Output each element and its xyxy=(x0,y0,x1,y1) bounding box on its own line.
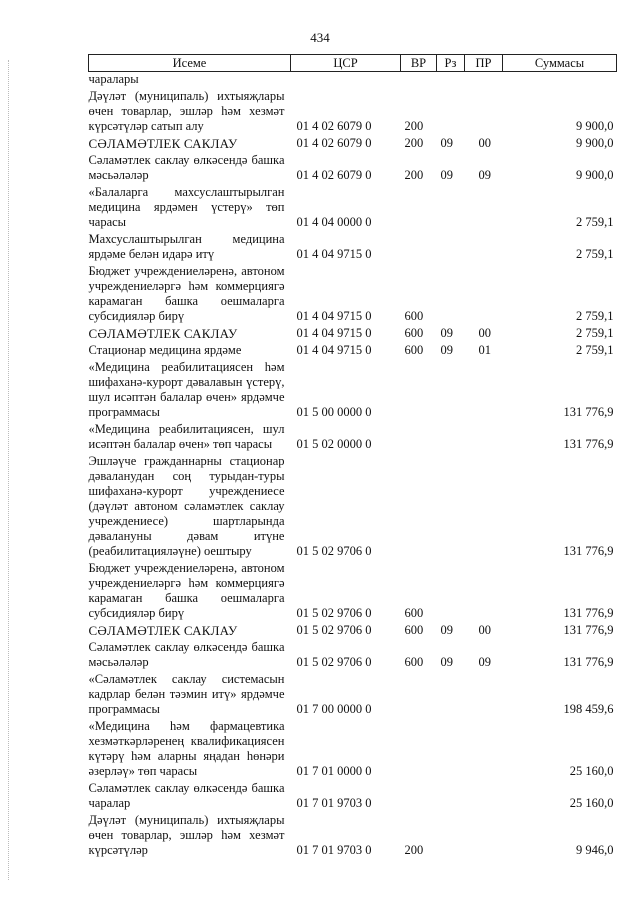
row-csr: 01 5 00 0000 0 xyxy=(296,405,372,419)
table-header-row xyxy=(89,55,617,72)
row-sum: 131 776,9 xyxy=(563,405,614,419)
header-name: Исеме xyxy=(89,55,291,72)
row-vr xyxy=(401,452,437,559)
row-sum: 131 776,9 xyxy=(563,623,614,637)
row-name: Сәламәтлек саклау өлкәсендә башка чаралар xyxy=(88,781,285,810)
row-name: Бюджет учреждениеләренә, автоном учреждениеләргә һәм коммерциягә карамаган башка оешмаларга субсидияләр бирү xyxy=(88,561,285,620)
row-name: Дәүләт (муниципаль) ихтыяҗлары өчен товарлар, эшләр һәм хезмәт күрсәтүләр xyxy=(88,813,285,857)
row-vr: 200 xyxy=(404,119,424,133)
row-vr xyxy=(401,670,437,717)
row-rz xyxy=(437,230,465,262)
row-pr: 00 xyxy=(478,326,491,340)
row-csr: 01 4 04 9715 0 xyxy=(296,326,372,340)
row-vr: 600 xyxy=(404,326,424,340)
row-csr: 01 4 02 6079 0 xyxy=(296,168,372,182)
row-csr: 01 5 02 0000 0 xyxy=(296,437,372,451)
row-rz: 09 xyxy=(440,168,453,182)
table-row xyxy=(89,358,617,420)
row-name: Эшләүче гражданнарны стационар дәваланудан соң турыдан-туры шифаханә-курорт учреждениесе (дәүләт автоном сәламәтлек саклау учреждениесе) шартларында дәвалануны дәвам итүне (реабилитацияләүне) оештыру xyxy=(88,454,285,558)
row-vr xyxy=(401,230,437,262)
row-pr xyxy=(465,358,503,420)
row-csr: 01 4 04 9715 0 xyxy=(296,309,372,323)
row-vr xyxy=(401,420,437,452)
header-pr: ПР xyxy=(465,55,503,72)
row-pr xyxy=(465,559,503,621)
row-name: Дәүләт (муниципаль) ихтыяҗлары өчен товарлар, эшләр һәм хезмәт күрсәтүләр сатып алу xyxy=(88,89,285,133)
row-csr: 01 7 01 0000 0 xyxy=(296,764,372,778)
row-sum: 2 759,1 xyxy=(576,309,614,323)
row-name: чаралары xyxy=(88,72,139,86)
row-sum: 2 759,1 xyxy=(576,343,614,357)
row-csr: 01 5 02 9706 0 xyxy=(296,623,372,637)
row-vr xyxy=(401,717,437,779)
table-row xyxy=(89,262,617,324)
row-csr: 01 7 01 9703 0 xyxy=(296,843,372,857)
row-vr xyxy=(401,183,437,230)
row-pr xyxy=(465,420,503,452)
row-csr xyxy=(291,72,401,88)
row-csr: 01 5 02 9706 0 xyxy=(296,655,372,669)
scan-margin-marks xyxy=(8,60,11,880)
table-row xyxy=(89,72,617,88)
row-pr xyxy=(465,72,503,88)
row-rz xyxy=(437,559,465,621)
row-sum: 9 900,0 xyxy=(576,119,614,133)
row-pr xyxy=(465,230,503,262)
row-pr: 00 xyxy=(478,623,491,637)
row-name: «Балаларга махсуслаштырылган медицина ярдәмен үстерү» төп чарасы xyxy=(88,185,285,229)
row-name: «Медицина реабилитациясен, шул исәптән балалар өчен» төп чарасы xyxy=(88,422,285,451)
row-rz: 09 xyxy=(440,655,453,669)
row-vr: 600 xyxy=(404,309,424,323)
table-row xyxy=(89,559,617,621)
row-rz xyxy=(437,87,465,134)
row-rz xyxy=(437,420,465,452)
row-csr: 01 7 01 9703 0 xyxy=(296,796,372,810)
row-rz xyxy=(437,779,465,811)
row-pr xyxy=(465,779,503,811)
table-row xyxy=(89,779,617,811)
row-pr: 09 xyxy=(478,168,491,182)
table-row xyxy=(89,452,617,559)
row-name: Стационар медицина ярдәме xyxy=(88,343,242,357)
header-rz: Рз xyxy=(437,55,465,72)
row-rz xyxy=(437,452,465,559)
row-name: «Медицина реабилитациясен һәм шифаханә-курорт дәвалавын үстерү, шул исәптән балалар өчен» ярдәмче программасы xyxy=(88,360,285,419)
page-number: 434 xyxy=(310,30,330,45)
row-rz xyxy=(437,670,465,717)
row-name: СӘЛАМӘТЛЕК САКЛАУ xyxy=(88,623,238,638)
row-sum: 198 459,6 xyxy=(563,702,614,716)
row-name: Сәламәтлек саклау өлкәсендә башка мәсьәләләр xyxy=(88,153,285,182)
row-sum: 9 946,0 xyxy=(576,843,614,857)
row-pr xyxy=(465,811,503,858)
row-pr xyxy=(465,87,503,134)
table-body xyxy=(89,72,617,859)
row-rz: 09 xyxy=(440,136,453,150)
table-row xyxy=(89,87,617,134)
table-row xyxy=(89,230,617,262)
row-vr: 200 xyxy=(404,168,424,182)
row-name: Бюджет учреждениеләренә, автоном учреждениеләргә һәм коммерциягә карамаган башка оешмаларга субсидияләр бирү xyxy=(88,264,285,323)
row-sum: 131 776,9 xyxy=(563,437,614,451)
row-vr: 600 xyxy=(404,343,424,357)
row-name: СӘЛАМӘТЛЕК САКЛАУ xyxy=(88,326,238,341)
row-pr: 00 xyxy=(478,136,491,150)
row-name: СӘЛАМӘТЛЕК САКЛАУ xyxy=(88,136,238,151)
row-sum: 25 160,0 xyxy=(569,796,614,810)
row-rz xyxy=(437,262,465,324)
table-row xyxy=(89,638,617,670)
row-name: Махсуслаштырылган медицина ярдәме белән идарә итү xyxy=(88,232,285,261)
row-pr xyxy=(465,452,503,559)
row-csr: 01 4 04 0000 0 xyxy=(296,215,372,229)
row-sum: 131 776,9 xyxy=(563,544,614,558)
table-row xyxy=(89,811,617,858)
row-rz xyxy=(437,183,465,230)
row-sum: 25 160,0 xyxy=(569,764,614,778)
row-csr: 01 7 00 0000 0 xyxy=(296,702,372,716)
row-vr xyxy=(401,779,437,811)
row-vr xyxy=(401,358,437,420)
row-csr: 01 4 02 6079 0 xyxy=(296,136,372,150)
table-row xyxy=(89,324,617,341)
budget-table xyxy=(88,54,617,858)
table-row xyxy=(89,717,617,779)
row-name: Сәламәтлек саклау өлкәсендә башка мәсьәләләр xyxy=(88,640,285,669)
row-pr xyxy=(465,717,503,779)
row-pr: 01 xyxy=(478,343,491,357)
row-name: «Медицина һәм фармацевтика хезмәткәрләренең квалификациясен күтәрү һәм аларны яңадан һөнәри әзерләү» төп чарасы xyxy=(88,719,285,778)
row-pr xyxy=(465,262,503,324)
row-vr xyxy=(401,72,437,88)
table-row xyxy=(89,151,617,183)
row-rz xyxy=(437,72,465,88)
row-sum: 9 900,0 xyxy=(576,168,614,182)
table-row xyxy=(89,341,617,358)
row-sum: 131 776,9 xyxy=(563,655,614,669)
table-row xyxy=(89,183,617,230)
row-pr xyxy=(465,670,503,717)
row-sum: 2 759,1 xyxy=(576,326,614,340)
table-row xyxy=(89,134,617,151)
row-sum: 9 900,0 xyxy=(576,136,614,150)
row-rz: 09 xyxy=(440,326,453,340)
row-vr: 600 xyxy=(404,623,424,637)
row-csr: 01 4 04 9715 0 xyxy=(296,343,372,357)
table-row xyxy=(89,670,617,717)
row-rz xyxy=(437,717,465,779)
row-sum: 2 759,1 xyxy=(576,247,614,261)
row-vr: 600 xyxy=(404,655,424,669)
row-csr: 01 5 02 9706 0 xyxy=(296,606,372,620)
row-csr: 01 4 02 6079 0 xyxy=(296,119,372,133)
row-pr xyxy=(465,183,503,230)
row-sum xyxy=(503,72,617,88)
row-csr: 01 5 02 9706 0 xyxy=(296,544,372,558)
row-csr: 01 4 04 9715 0 xyxy=(296,247,372,261)
table-row xyxy=(89,621,617,638)
header-sum: Суммасы xyxy=(503,55,617,72)
row-vr: 600 xyxy=(404,606,424,620)
row-rz: 09 xyxy=(440,343,453,357)
row-pr: 09 xyxy=(478,655,491,669)
header-vr: ВР xyxy=(401,55,437,72)
row-rz: 09 xyxy=(440,623,453,637)
row-vr: 200 xyxy=(404,136,424,150)
row-vr: 200 xyxy=(404,843,424,857)
row-sum: 131 776,9 xyxy=(563,606,614,620)
row-rz xyxy=(437,811,465,858)
row-sum: 2 759,1 xyxy=(576,215,614,229)
row-name: «Сәламәтлек саклау системасын кадрлар белән тәэмин итү» ярдәмче программасы xyxy=(88,672,285,716)
table-row xyxy=(89,420,617,452)
header-csr: ЦСР xyxy=(291,55,401,72)
row-rz xyxy=(437,358,465,420)
